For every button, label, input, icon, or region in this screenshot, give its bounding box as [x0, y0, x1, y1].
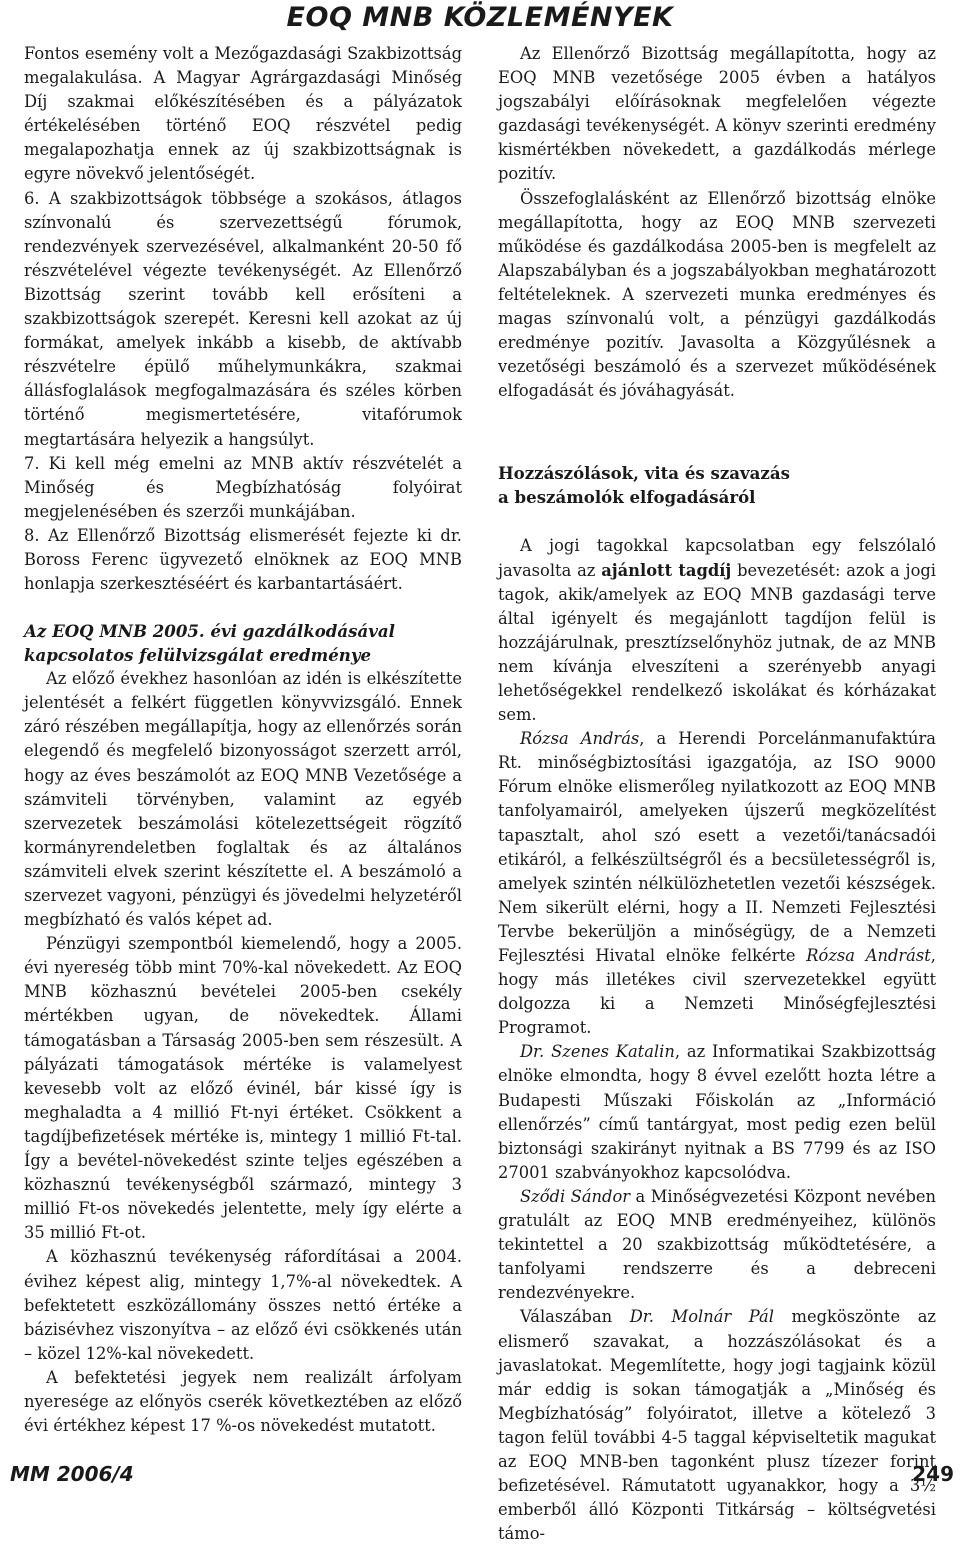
paragraph: Az Ellenőrző Bizottság megállapította, hogy az EOQ MNB vezetősége 2005 évben a hatályos jogszabályi előírásoknak megfelelően végezte gazdasági tevékenységét. A könyv szerinti eredmény kismértékben növekedett, a gazdálkodás mérlege pozitív.	[498, 44, 936, 184]
paragraph: Az előző évekhez hasonlóan az idén is elkészítette jelentését a felkért független könyvvizsgáló. Ennek záró részében megállapítja, hogy az ellenőrzés során elegendő és megfelelő bizonyosságot szerzett arról, hogy az éves beszámolót az EOQ MNB Vezetősége a számviteli törvényben, valamint az egyéb szervezetek beszámolási kötelezettségeit rögzítő kormányrendeletben foglaltak és az általános számviteli elvek szerint készítette el. A beszámoló a szervezet vagyoni, pénzügyi és jövedelmi helyzetéről megbízható és valós képet ad.	[24, 669, 462, 930]
numbered-paragraph-6: 6. A szakbizottságok többsége a szokásos, átlagos színvonalú és szervezettségű fórumok, rendezvények szervezésével, alkalmanként 20-50 fő részvételével végezte tevékenységét. Az Ellenőrző Bizottság szerint tovább kell erősíteni a szakbizottságok szerepét. Keresni kell azokat az új formákat, amelyek inkább a kisebb, de aktívabb részvételre épülő műhelymunkákra, szakmai állásfoglalások megfogalmazására és széles körben történő megismertetésére, vitafórumok megtartására helyezik a hangsúlyt.	[24, 188, 462, 449]
text: megköszönte az elismerő szavakat, a hozzászólásokat és a javaslatokat. Megemlítette, hogy jogi tagjaink közül már eddig is sokan támogatják a „Minőség és Megbízhatóság” folyóiratot, illetve a kötelező 3 tagon felül további 4-5 taggal képviseltetik magukat az EOQ MNB-ben tagonként plusz tízezer forint befizetésével. Rámutatott ugyanakkor, hogy a 3½ emberből álló Központi Titkárság – költségvetési támo-	[498, 1307, 936, 1544]
section-heading-discussion	[498, 461, 936, 509]
person-name: Rózsa Andrást	[806, 946, 931, 965]
page-header: EOQ MNB KÖZLEMÉNYEK	[286, 2, 674, 33]
text: a Minőségvezetési Központ nevében gratulált az EOQ MNB eredményeihez, különös tekintettel a 20 szakbizottság működtetésére, a tanfolyami rendszerre és a debreceni rendezvényekre.	[498, 1186, 936, 1303]
text: , hogy más illetékes civil szervezetekkel együtt dolgozza ki a Nemzeti Minőségfejlesztési Programot.	[498, 946, 936, 1038]
person-name: Rózsa András	[520, 729, 640, 749]
paragraph: A közhasznú tevékenység ráfordításai a 2004. évihez képest alig, mintegy 1,7%-al növekedtek. A befektetett eszközállomány összes nettó értéke a bázisévhez viszonyítva – az előző évi csökkenés után – közel 12%-kal növekedett.	[24, 1247, 462, 1363]
person-name: Dr. Molnár Pál	[629, 1307, 774, 1327]
page-number: 249	[912, 1462, 954, 1486]
person-name: Dr. Szenes Katalin	[520, 1042, 675, 1062]
right-column	[498, 42, 936, 1546]
numbered-paragraph-7: 7. Ki kell még emelni az MNB aktív részvételét a Minőség és Megbízhatóság folyóirat megjelenésében és szerzői munkájában.	[24, 453, 462, 521]
paragraph: Pénzügyi szempontból kiemelendő, hogy a 2005. évi nyereség több mint 70%-kal növekedett. Az EOQ MNB közhasznú bevételei 2005-ben csekély mértékben ugyan, de növekedtek. Állami támogatásban a Társaság 2005-ben sem részesült. A pályázati támogatások mértéke is valamelyest kevesebb volt az előző évinél, bár kissé így is meghaladta a 4 millió Ft-nyi értéket. Csökkent a tagdíjbefizetések mértéke is, mintegy 1 millió Ft-tal. Így a bevétel-növekedést szinte teljes egészében a közhasznú tevékenységből származó, mintegy 3 millió Ft-os növekedés jelentette, mely így elérte a 35 millió Ft-ot.	[24, 934, 462, 1243]
left-column	[24, 42, 462, 1438]
paragraph: Fontos esemény volt a Mezőgazdasági Szakbizottság megalakulása. A Magyar Agrárgazdasági Minőség Díj szakmai előkészítésében és a pályázatok értékelésében történő EOQ részvétel pedig megalapozhatja ennek az új szakbizottságnak is egyre növekvő jelentőségét.	[24, 44, 462, 184]
section-heading-audit: Az EOQ MNB 2005. évi gazdálkodásával kapcsolatos felülvizsgálat eredménye	[24, 621, 395, 666]
heading-line-2: a beszámolók elfogadásáról	[498, 487, 756, 508]
paragraph	[498, 727, 936, 1040]
heading-line-1: Hozzászólások, vita és szavazás	[498, 463, 790, 484]
paragraph	[498, 534, 936, 727]
text: , a Herendi Porcelánmanufaktúra Rt. minőségbiztosítási igazgatója, az ISO 9000 Fórum elnöke elismerőleg nyilatkozott az EOQ MNB tanfolyamairól, amelyeken újszerű megközelítést tapasztalt, ahol szó esett a vezetői/tanácsadói etikáról, a felkészültségről és a becsületességről is, amelyek szintén nélkülözhetetlen vezetői készségek. Nem sikerült elérni, hogy a II. Nemzeti Fejlesztési Tervbe bekerüljön a minőségügy, de a Nemzeti Fejlesztési Hivatal elnöke felkérte	[498, 729, 936, 965]
text: , az Informatikai Szakbizottság elnöke elmondta, hogy 8 évvel ezelőtt hozta létre a Budapesti Műszaki Főiskolán az „Információ ellenőrzés” című tantárgyat, most pedig ezen belül biztonsági szakirányt nyitnak a BS 7799 és az ISO 27001 szabványokhoz kapcsolódva.	[498, 1042, 937, 1182]
paragraph	[498, 1305, 936, 1546]
bold-term: ajánlott tagdíj	[601, 560, 732, 580]
text: Válaszában	[520, 1307, 630, 1327]
journal-issue: MM 2006/4	[10, 1462, 134, 1486]
numbered-paragraph-8: 8. Az Ellenőrző Bizottság elismerését fejezte ki dr. Boross Ferenc ügyvezető elnöknek az EOQ MNB honlapja szerkesztéséért és karbantartásáért.	[24, 525, 462, 594]
paragraph	[498, 1040, 936, 1185]
person-name: Sződi Sándor	[520, 1186, 631, 1206]
paragraph: Összefoglalásként az Ellenőrző bizottság elnöke megállapította, hogy az EOQ MNB szervezeti működése és gazdálkodása 2005-ben is megfelelt az Alapszabályban és a jogszabályokban meghatározott feltételeknek. A szervezeti munka eredményes és magas színvonalú volt, a pénzügyi gazdálkodás eredménye pozitív. Javasolta a Közgyűlésnek a vezetőségi beszámoló és a szervezet működésének elfogadását és jóváhagyását.	[498, 188, 936, 401]
paragraph	[498, 1185, 936, 1305]
text: A jogi tagokkal kapcsolatban egy felszólaló javasolta az	[498, 536, 936, 580]
paragraph: A befektetési jegyek nem realizált árfolyam nyeresége az előnyös cserék következtében az előző évi értékhez képest 17 %-os növekedést mutatott.	[24, 1367, 462, 1436]
text: bevezetését: azok a jogi tagok, akik/amelyek az EOQ MNB gazdasági terve által igényelt és megajánlott tagdíjon felül is hozzájárulnak, presztízselőnyhöz jutnak, de az MNB nem kívánja elveszíteni a szerényebb anyagi lehetőségekkel rendelkező iskolákat és kórházakat sem.	[498, 560, 937, 725]
